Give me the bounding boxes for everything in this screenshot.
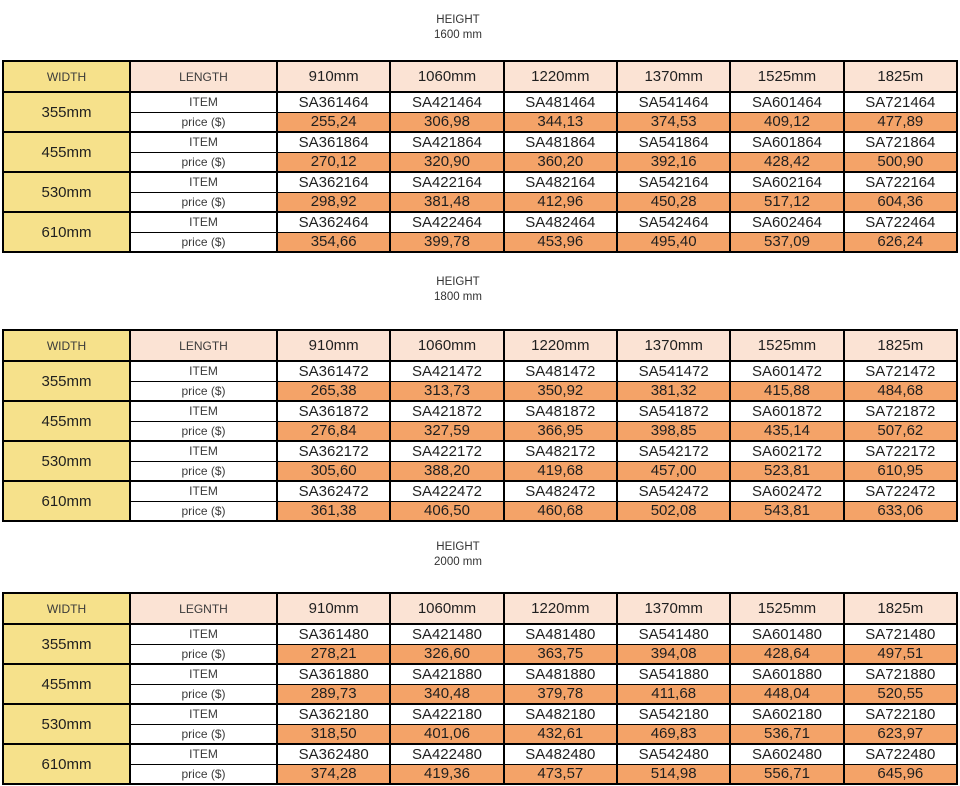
item-code-cell: SA722464	[844, 212, 957, 232]
item-code-cell: SA481472	[504, 361, 617, 381]
item-code-cell: SA422464	[390, 212, 503, 232]
item-code-cell: SA481464	[504, 92, 617, 112]
length-column-header: 1825m	[844, 330, 957, 361]
item-code-cell: SA422172	[390, 441, 503, 461]
width-value-cell: 455mm	[3, 401, 130, 441]
price-value-cell: 392,16	[617, 152, 730, 172]
price-value-cell: 517,12	[730, 192, 843, 212]
item-code-cell: SA542172	[617, 441, 730, 461]
price-value-cell: 326,60	[390, 644, 503, 664]
item-code-cell: SA721864	[844, 132, 957, 152]
price-value-cell: 278,21	[277, 644, 390, 664]
item-code-cell: SA361872	[277, 401, 390, 421]
price-value-cell: 432,61	[504, 724, 617, 744]
height-label	[0, 253, 916, 305]
item-label-cell: ITEM	[130, 704, 277, 724]
length-column-header: 1370mm	[617, 61, 730, 92]
price-value-cell: 265,38	[277, 381, 390, 401]
item-code-cell: SA482172	[504, 441, 617, 461]
price-value-cell: 406,50	[390, 501, 503, 521]
price-value-cell: 409,12	[730, 112, 843, 132]
price-value-cell: 428,64	[730, 644, 843, 664]
price-label-cell: price ($)	[130, 112, 277, 132]
price-value-cell: 411,68	[617, 684, 730, 704]
price-value-cell: 412,96	[504, 192, 617, 212]
item-code-cell: SA361880	[277, 664, 390, 684]
price-value-cell: 340,48	[390, 684, 503, 704]
price-value-cell: 354,66	[277, 232, 390, 252]
item-label-cell: ITEM	[130, 624, 277, 644]
width-value-cell: 455mm	[3, 132, 130, 172]
price-value-cell: 401,06	[390, 724, 503, 744]
length-column-header: 910mm	[277, 593, 390, 624]
item-row	[3, 361, 957, 381]
item-code-cell: SA601464	[730, 92, 843, 112]
item-code-cell: SA541480	[617, 624, 730, 644]
length-column-header: 1825m	[844, 593, 957, 624]
item-code-cell: SA722480	[844, 744, 957, 764]
price-value-cell: 520,55	[844, 684, 957, 704]
item-code-cell: SA362472	[277, 481, 390, 501]
price-value-cell: 374,53	[617, 112, 730, 132]
price-value-cell: 556,71	[730, 764, 843, 784]
item-code-cell: SA362172	[277, 441, 390, 461]
price-value-cell: 633,06	[844, 501, 957, 521]
price-value-cell: 276,84	[277, 421, 390, 441]
price-value-cell: 363,75	[504, 644, 617, 664]
item-code-cell: SA542480	[617, 744, 730, 764]
price-value-cell: 415,88	[730, 381, 843, 401]
price-value-cell: 495,40	[617, 232, 730, 252]
price-label-cell: price ($)	[130, 192, 277, 212]
item-code-cell: SA602164	[730, 172, 843, 192]
price-label-cell: price ($)	[130, 684, 277, 704]
item-code-cell: SA482180	[504, 704, 617, 724]
item-code-cell: SA722172	[844, 441, 957, 461]
item-code-cell: SA361864	[277, 132, 390, 152]
item-code-cell: SA721464	[844, 92, 957, 112]
item-label-cell: ITEM	[130, 481, 277, 501]
length-header-cell: LEGNTH	[130, 593, 277, 624]
price-value-cell: 543,81	[730, 501, 843, 521]
item-code-cell: SA362164	[277, 172, 390, 192]
length-column-header: 910mm	[277, 61, 390, 92]
item-row	[3, 704, 957, 724]
length-column-header: 1060mm	[390, 61, 503, 92]
price-label-cell: price ($)	[130, 381, 277, 401]
price-value-cell: 626,24	[844, 232, 957, 252]
price-value-cell: 457,00	[617, 461, 730, 481]
price-value-cell: 473,57	[504, 764, 617, 784]
price-value-cell: 381,32	[617, 381, 730, 401]
item-row	[3, 172, 957, 192]
price-value-cell: 388,20	[390, 461, 503, 481]
item-code-cell: SA542472	[617, 481, 730, 501]
width-value-cell: 530mm	[3, 704, 130, 744]
length-column-header: 1060mm	[390, 330, 503, 361]
item-code-cell: SA542164	[617, 172, 730, 192]
item-code-cell: SA721880	[844, 664, 957, 684]
item-code-cell: SA601864	[730, 132, 843, 152]
table-header-row	[3, 330, 957, 361]
width-value-cell: 610mm	[3, 744, 130, 784]
item-code-cell: SA722164	[844, 172, 957, 192]
item-code-cell: SA361464	[277, 92, 390, 112]
item-label-cell: ITEM	[130, 744, 277, 764]
item-code-cell: SA722180	[844, 704, 957, 724]
price-value-cell: 497,51	[844, 644, 957, 664]
item-row	[3, 92, 957, 112]
price-value-cell: 523,81	[730, 461, 843, 481]
width-value-cell: 455mm	[3, 664, 130, 704]
item-code-cell: SA482480	[504, 744, 617, 764]
length-column-header: 1370mm	[617, 330, 730, 361]
price-row	[3, 112, 957, 132]
item-code-cell: SA361472	[277, 361, 390, 381]
item-code-cell: SA541464	[617, 92, 730, 112]
item-code-cell: SA601480	[730, 624, 843, 644]
item-code-cell: SA421872	[390, 401, 503, 421]
price-value-cell: 306,98	[390, 112, 503, 132]
item-code-cell: SA482464	[504, 212, 617, 232]
height-label	[0, 522, 916, 570]
item-code-cell: SA541880	[617, 664, 730, 684]
price-value-cell: 453,96	[504, 232, 617, 252]
length-header-cell: LENGTH	[130, 61, 277, 92]
item-code-cell: SA601872	[730, 401, 843, 421]
price-value-cell: 381,48	[390, 192, 503, 212]
item-code-cell: SA602180	[730, 704, 843, 724]
price-value-cell: 645,96	[844, 764, 957, 784]
length-column-header: 1525mm	[730, 330, 843, 361]
price-value-cell: 374,28	[277, 764, 390, 784]
price-row	[3, 684, 957, 704]
table-header-row	[3, 61, 957, 92]
price-value-cell: 361,38	[277, 501, 390, 521]
item-code-cell: SA362464	[277, 212, 390, 232]
item-row	[3, 212, 957, 232]
length-column-header: 1220mm	[504, 61, 617, 92]
section-height-2000	[0, 522, 960, 785]
price-label-cell: price ($)	[130, 421, 277, 441]
price-value-cell: 366,95	[504, 421, 617, 441]
price-row	[3, 232, 957, 252]
length-column-header: 1220mm	[504, 330, 617, 361]
price-value-cell: 450,28	[617, 192, 730, 212]
item-code-cell: SA602464	[730, 212, 843, 232]
price-row	[3, 764, 957, 784]
width-value-cell: 355mm	[3, 361, 130, 401]
length-column-header: 1525mm	[730, 61, 843, 92]
width-value-cell: 610mm	[3, 481, 130, 521]
length-column-header: 1370mm	[617, 593, 730, 624]
item-row	[3, 744, 957, 764]
width-header-cell: WIDTH	[3, 61, 130, 92]
price-row	[3, 381, 957, 401]
length-column-header: 1525mm	[730, 593, 843, 624]
item-code-cell: SA481872	[504, 401, 617, 421]
item-code-cell: SA362480	[277, 744, 390, 764]
price-value-cell: 270,12	[277, 152, 390, 172]
height-label	[0, 0, 916, 43]
price-value-cell: 610,95	[844, 461, 957, 481]
price-value-cell: 298,92	[277, 192, 390, 212]
item-row	[3, 481, 957, 501]
price-label-cell: price ($)	[130, 232, 277, 252]
price-value-cell: 419,36	[390, 764, 503, 784]
price-value-cell: 477,89	[844, 112, 957, 132]
price-table-1800	[2, 329, 958, 522]
item-row	[3, 401, 957, 421]
item-code-cell: SA721480	[844, 624, 957, 644]
price-value-cell: 435,14	[730, 421, 843, 441]
item-code-cell: SA421880	[390, 664, 503, 684]
height-value: 1800 mm	[434, 291, 482, 303]
price-row	[3, 421, 957, 441]
width-value-cell: 610mm	[3, 212, 130, 252]
price-value-cell: 604,36	[844, 192, 957, 212]
width-header-cell: WIDTH	[3, 593, 130, 624]
price-value-cell: 313,73	[390, 381, 503, 401]
item-row	[3, 624, 957, 644]
width-header-cell: WIDTH	[3, 330, 130, 361]
height-title: HEIGHT	[436, 541, 480, 553]
price-row	[3, 192, 957, 212]
price-value-cell: 469,83	[617, 724, 730, 744]
length-column-header: 910mm	[277, 330, 390, 361]
item-code-cell: SA421472	[390, 361, 503, 381]
price-value-cell: 394,08	[617, 644, 730, 664]
item-label-cell: ITEM	[130, 92, 277, 112]
price-label-cell: price ($)	[130, 501, 277, 521]
item-code-cell: SA362180	[277, 704, 390, 724]
item-code-cell: SA602172	[730, 441, 843, 461]
width-value-cell: 530mm	[3, 172, 130, 212]
item-label-cell: ITEM	[130, 132, 277, 152]
price-value-cell: 448,04	[730, 684, 843, 704]
width-value-cell: 355mm	[3, 92, 130, 132]
item-code-cell: SA602480	[730, 744, 843, 764]
price-value-cell: 536,71	[730, 724, 843, 744]
item-label-cell: ITEM	[130, 172, 277, 192]
price-label-cell: price ($)	[130, 764, 277, 784]
price-label-cell: price ($)	[130, 461, 277, 481]
item-code-cell: SA422180	[390, 704, 503, 724]
item-code-cell: SA541864	[617, 132, 730, 152]
item-code-cell: SA542464	[617, 212, 730, 232]
length-column-header: 1060mm	[390, 593, 503, 624]
price-value-cell: 537,09	[730, 232, 843, 252]
price-value-cell: 507,62	[844, 421, 957, 441]
item-label-cell: ITEM	[130, 212, 277, 232]
length-column-header: 1825m	[844, 61, 957, 92]
item-code-cell: SA601880	[730, 664, 843, 684]
price-value-cell: 500,90	[844, 152, 957, 172]
price-row	[3, 152, 957, 172]
item-label-cell: ITEM	[130, 401, 277, 421]
price-label-cell: price ($)	[130, 152, 277, 172]
item-label-cell: ITEM	[130, 361, 277, 381]
height-value: 1600 mm	[434, 29, 482, 41]
item-code-cell: SA541472	[617, 361, 730, 381]
price-value-cell: 399,78	[390, 232, 503, 252]
item-code-cell: SA361480	[277, 624, 390, 644]
width-value-cell: 355mm	[3, 624, 130, 664]
price-label-cell: price ($)	[130, 644, 277, 664]
length-header-cell: LENGTH	[130, 330, 277, 361]
price-row	[3, 461, 957, 481]
item-code-cell: SA422164	[390, 172, 503, 192]
price-value-cell: 289,73	[277, 684, 390, 704]
price-value-cell: 320,90	[390, 152, 503, 172]
item-code-cell: SA482164	[504, 172, 617, 192]
price-value-cell: 419,68	[504, 461, 617, 481]
item-code-cell: SA421464	[390, 92, 503, 112]
price-value-cell: 484,68	[844, 381, 957, 401]
table-header-row	[3, 593, 957, 624]
price-value-cell: 344,13	[504, 112, 617, 132]
price-table-2000	[2, 592, 958, 785]
length-column-header: 1220mm	[504, 593, 617, 624]
price-value-cell: 623,97	[844, 724, 957, 744]
price-row	[3, 724, 957, 744]
item-code-cell: SA721472	[844, 361, 957, 381]
section-height-1600	[0, 0, 960, 253]
price-value-cell: 327,59	[390, 421, 503, 441]
price-value-cell: 360,20	[504, 152, 617, 172]
price-value-cell: 305,60	[277, 461, 390, 481]
height-title: HEIGHT	[436, 276, 480, 288]
price-value-cell: 255,24	[277, 112, 390, 132]
height-value: 2000 mm	[434, 556, 482, 568]
item-code-cell: SA481880	[504, 664, 617, 684]
price-row	[3, 644, 957, 664]
item-code-cell: SA721872	[844, 401, 957, 421]
item-code-cell: SA722472	[844, 481, 957, 501]
item-code-cell: SA481864	[504, 132, 617, 152]
price-value-cell: 428,42	[730, 152, 843, 172]
item-code-cell: SA602472	[730, 481, 843, 501]
item-label-cell: ITEM	[130, 441, 277, 461]
item-row	[3, 441, 957, 461]
item-code-cell: SA481480	[504, 624, 617, 644]
item-code-cell: SA421480	[390, 624, 503, 644]
item-label-cell: ITEM	[130, 664, 277, 684]
item-code-cell: SA422480	[390, 744, 503, 764]
section-height-1800	[0, 253, 960, 522]
item-code-cell: SA421864	[390, 132, 503, 152]
item-code-cell: SA541872	[617, 401, 730, 421]
price-label-cell: price ($)	[130, 724, 277, 744]
height-title: HEIGHT	[436, 14, 480, 26]
price-value-cell: 502,08	[617, 501, 730, 521]
price-table-1600	[2, 60, 958, 253]
item-code-cell: SA422472	[390, 481, 503, 501]
price-row	[3, 501, 957, 521]
item-row	[3, 132, 957, 152]
price-value-cell: 318,50	[277, 724, 390, 744]
price-value-cell: 350,92	[504, 381, 617, 401]
item-row	[3, 664, 957, 684]
price-value-cell: 460,68	[504, 501, 617, 521]
price-value-cell: 379,78	[504, 684, 617, 704]
item-code-cell: SA482472	[504, 481, 617, 501]
price-value-cell: 398,85	[617, 421, 730, 441]
item-code-cell: SA601472	[730, 361, 843, 381]
price-value-cell: 514,98	[617, 764, 730, 784]
item-code-cell: SA542180	[617, 704, 730, 724]
width-value-cell: 530mm	[3, 441, 130, 481]
